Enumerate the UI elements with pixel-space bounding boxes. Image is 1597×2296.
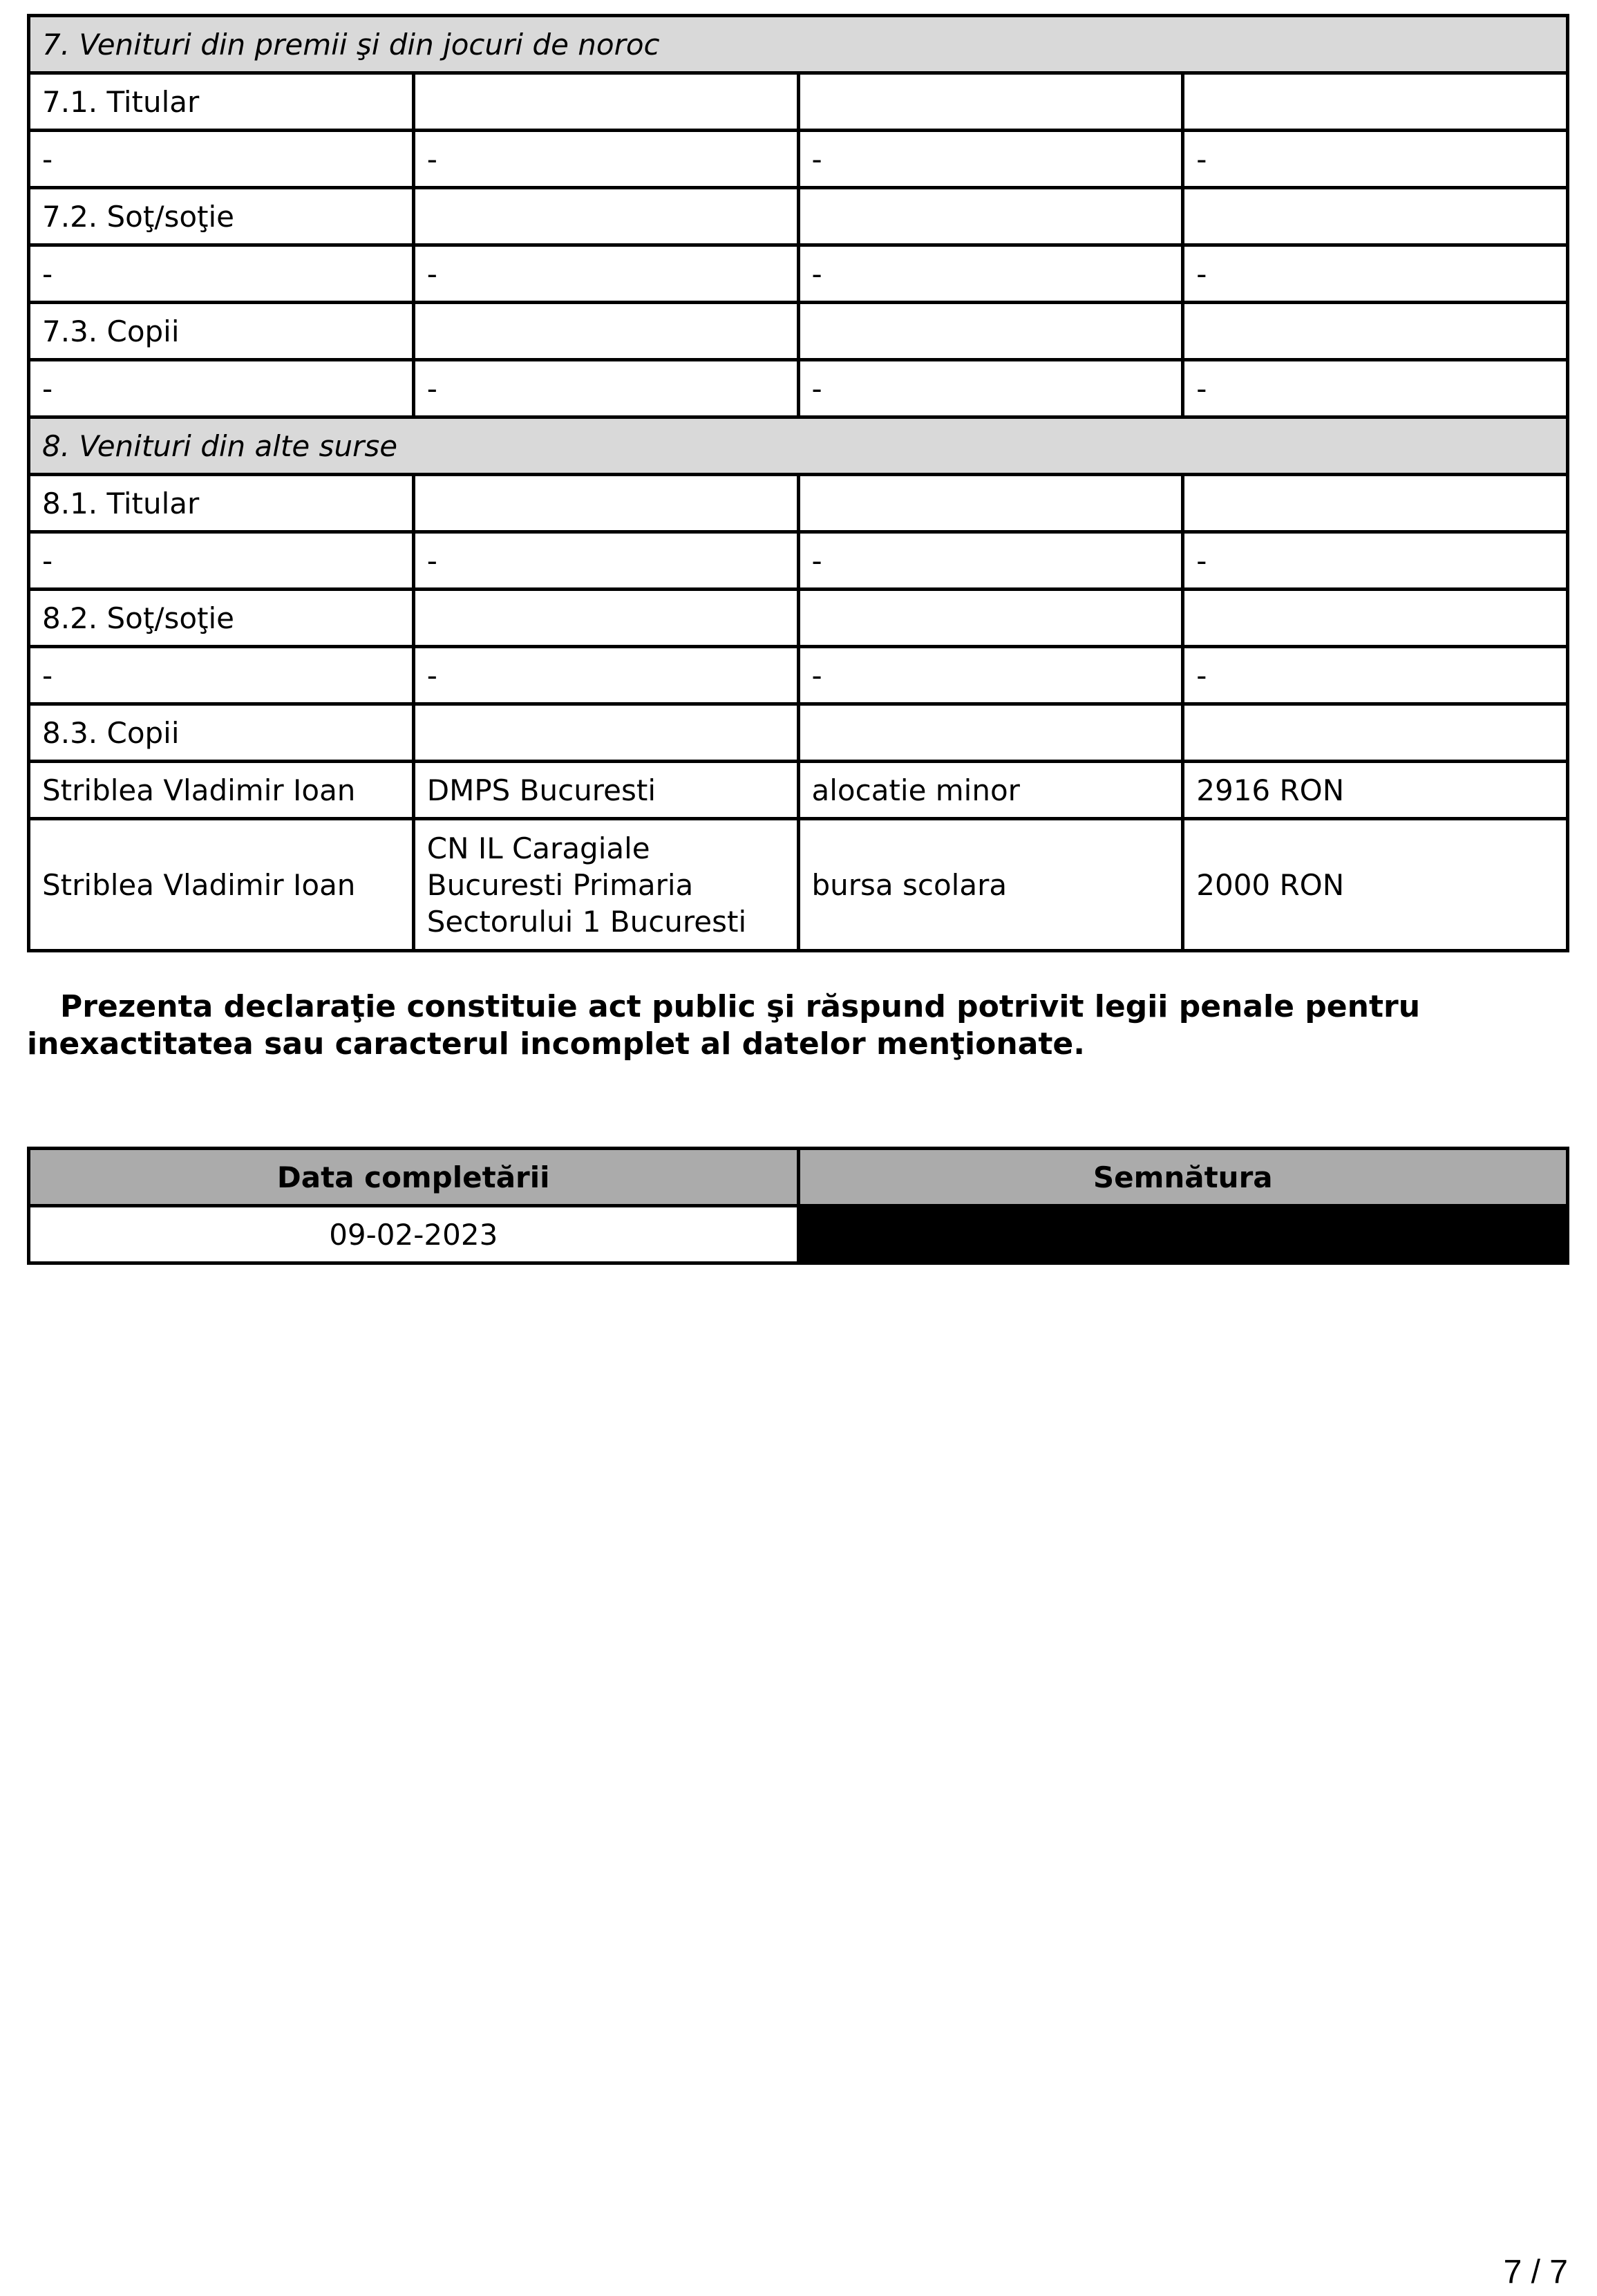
cell-income: -	[1183, 131, 1568, 188]
cell-beneficiary: Striblea Vladimir Ioan	[29, 762, 414, 819]
group-label-row	[29, 188, 1568, 245]
group-label: 7.3. Copii	[29, 303, 414, 360]
signature-value-row	[29, 1206, 1568, 1263]
cell-service: -	[798, 647, 1183, 704]
table-row	[29, 360, 1568, 417]
cell-source: -	[413, 360, 798, 417]
cell-beneficiary: -	[29, 245, 414, 303]
table-row	[29, 647, 1568, 704]
completion-date: 09-02-2023	[29, 1206, 799, 1263]
cell-beneficiary: Striblea Vladimir Ioan	[29, 819, 414, 951]
section-header-row	[29, 16, 1568, 73]
group-label: 7.1. Titular	[29, 73, 414, 131]
table-row	[29, 819, 1568, 951]
cell-beneficiary: -	[29, 647, 414, 704]
group-label: 8.1. Titular	[29, 475, 414, 532]
cell-source: -	[413, 532, 798, 590]
cell-income: -	[1183, 360, 1568, 417]
section-header-row	[29, 417, 1568, 475]
cell-service: bursa scolara	[798, 819, 1183, 951]
table-row	[29, 532, 1568, 590]
group-label-row	[29, 475, 1568, 532]
cell-service: -	[798, 532, 1183, 590]
cell-income: 2916 RON	[1183, 762, 1568, 819]
table-row	[29, 245, 1568, 303]
cell-service: -	[798, 131, 1183, 188]
group-label: 8.2. Soţ/soţie	[29, 590, 414, 647]
declaration-statement: Prezenta declaraţie constituie act public şi răspund potrivit legii penale pentru inexactitatea sau caracterul incomplet al datelor menţionate.	[27, 989, 1421, 1062]
section-title: 7. Venituri din premii şi din jocuri de noroc	[29, 16, 1568, 73]
signature-header-row	[29, 1149, 1568, 1206]
cell-income: -	[1183, 647, 1568, 704]
group-label: 8.3. Copii	[29, 704, 414, 762]
group-label-row	[29, 73, 1568, 131]
group-label: 7.2. Soţ/soţie	[29, 188, 414, 245]
income-table	[27, 14, 1569, 952]
page-number: 7 / 7	[1503, 2254, 1568, 2290]
cell-beneficiary: -	[29, 131, 414, 188]
cell-service: -	[798, 360, 1183, 417]
cell-source: CN IL Caragiale Bucuresti Primaria Sectorului 1 Bucuresti	[413, 819, 798, 951]
group-label-row	[29, 303, 1568, 360]
cell-beneficiary: -	[29, 360, 414, 417]
group-label-row	[29, 590, 1568, 647]
signature-header: Semnătura	[798, 1149, 1568, 1206]
cell-source: -	[413, 647, 798, 704]
cell-income: 2000 RON	[1183, 819, 1568, 951]
table-row	[29, 131, 1568, 188]
date-header: Data completării	[29, 1149, 799, 1206]
cell-income: -	[1183, 532, 1568, 590]
group-label-row	[29, 704, 1568, 762]
section-title: 8. Venituri din alte surse	[29, 417, 1568, 475]
cell-source: -	[413, 245, 798, 303]
cell-beneficiary: -	[29, 532, 414, 590]
table-row	[29, 762, 1568, 819]
redacted-signature	[798, 1206, 1568, 1263]
cell-income: -	[1183, 245, 1568, 303]
signature-table	[27, 1147, 1569, 1265]
cell-service: alocatie minor	[798, 762, 1183, 819]
cell-source: DMPS Bucuresti	[413, 762, 798, 819]
cell-source: -	[413, 131, 798, 188]
cell-service: -	[798, 245, 1183, 303]
